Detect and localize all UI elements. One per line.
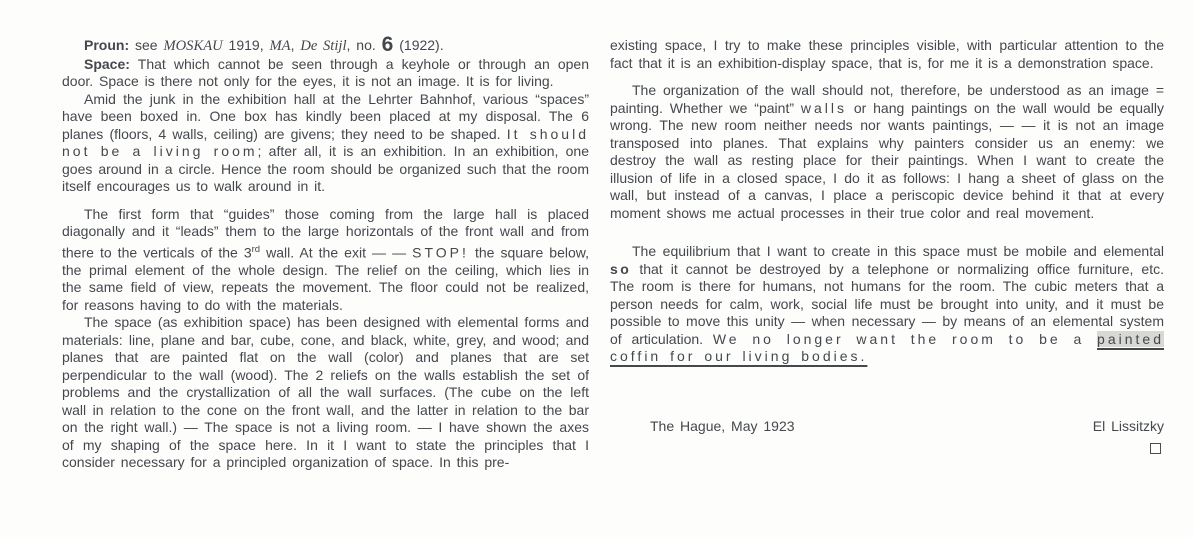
paragraph	[62, 206, 589, 315]
text-segment: Proun:	[84, 37, 130, 53]
paragraph	[62, 56, 589, 91]
text-segment: It should not be a living room	[62, 125, 589, 159]
text-segment: The equilibrium that I want to create in this space must be mobile and elemental	[632, 243, 1164, 259]
text-segment: Amid the junk in the exhibition hall at the Lehrter Bahnhof, various “spaces” have been boxed in. One box has kindly been placed at my disposal. The 6 planes (floors, 4 walls, ceiling) are givens; they need to be shaped.	[62, 90, 589, 142]
text-segment: The first form that “guides” those coming from the large hall is placed diagonally and it “leads” them to the large horizontals of the front wall and from there to the verticals of the 3	[62, 205, 589, 261]
text-segment: MOSKAU	[163, 38, 223, 54]
paragraph	[62, 91, 589, 196]
paragraph	[62, 314, 589, 472]
paragraph	[610, 243, 1164, 366]
text-segment: De Stijl	[300, 38, 347, 54]
text-segment: existing space, I try to make these principles visible, with particular attention to the fact that it is an exhibition-display space, that is, for me it is a demonstration space.	[610, 37, 1164, 71]
paragraph	[610, 82, 1164, 222]
text-segment: rd	[251, 243, 261, 255]
text-segment: We no longer want the room to be a	[712, 330, 1098, 347]
text-segment: the square below, the primal element of the whole design. The relief on the ceiling, which lies in the same field of view, repeats the movement. The floor could not be realized, for reasons having to do with the materials.	[62, 244, 590, 313]
signoff-row	[610, 418, 1164, 436]
text-segment: walls	[800, 99, 847, 116]
text-segment: ,	[290, 37, 301, 53]
text-segment: coffin for our living bodies.	[610, 348, 868, 364]
text-segment: The space (as exhibition space) has been designed with elemental forms and materials: line, plane and bar, cube, cone, and black, white, grey, and wood; and planes that are painted flat on the wall (color) and planes that are set perpendicular to the wall (wood). The 2 reliefs on the walls establish the set of problems and the crystallization of all the wall surfaces. (The cube on the left wall in relation to the cone on the front wall, and the latter in relation to the bar on the right wall.) — The space is not a living room. — I have shown the axes of my shaping of the space here. In it I want to state the principles that I consider necessary for a principled organization of space. In this pre-	[62, 314, 589, 471]
text-column-left	[62, 33, 590, 472]
paragraph	[610, 37, 1164, 72]
text-segment: MA	[269, 38, 291, 54]
text-segment: That which cannot be seen through a keyhole or through an open door. Space is there not only for the eyes, it is not an image. It is for living.	[62, 55, 589, 89]
text-segment: wall. At the exit — —	[260, 244, 413, 261]
text-segment: (1922).	[393, 37, 444, 53]
text-segment: , no.	[346, 37, 382, 53]
text-segment: or hang paintings on the wall would be equally wrong. The new room neither needs nor wants paintings, — — it is not an image transposed into planes. That explains why painters consider us an enemy: we destroy the wall as resting place for their paintings. When I want to create the illusion of life in a closed space, I do it as follows: I hang a sheet of glass on the wall, but instead of a canvas, I place a periscopic device behind it that at every moment shows me actual processes in their true color and real movement.	[610, 99, 1165, 221]
place-date: The Hague, May 1923	[650, 418, 795, 434]
paragraph	[62, 33, 589, 56]
end-of-article-square-icon	[1150, 443, 1161, 454]
text-segment: so	[610, 260, 632, 277]
author-name: El Lissitzky	[1092, 418, 1164, 434]
text-segment: 6	[381, 33, 394, 56]
text-segment: painted	[1097, 330, 1164, 347]
text-column-right	[610, 37, 1164, 366]
text-segment: Space:	[84, 55, 130, 72]
text-segment: 1919,	[222, 37, 270, 53]
text-segment: The organization of the wall should not, therefore, be understood as an image = painting. Whether we “paint”	[610, 82, 1164, 116]
endmark-row	[610, 441, 1164, 459]
text-segment: that it cannot be destroyed by a telephone or normalizing office furniture, etc. The room is there for humans, not humans for the room. The cubic meters that a person needs for calm, work, social life must be brought into unity, and it must be possible to move this unity — when necessary — by means of an elemental system of articulation.	[610, 260, 1164, 347]
text-segment: STOP!	[412, 244, 469, 261]
text-segment: see	[129, 37, 164, 53]
text-segment: ; after all, it is an exhibition. In an exhibition, one goes around in a circle. Hence the room should be organized such that the room itself encourages us to walk around in it.	[62, 143, 589, 194]
